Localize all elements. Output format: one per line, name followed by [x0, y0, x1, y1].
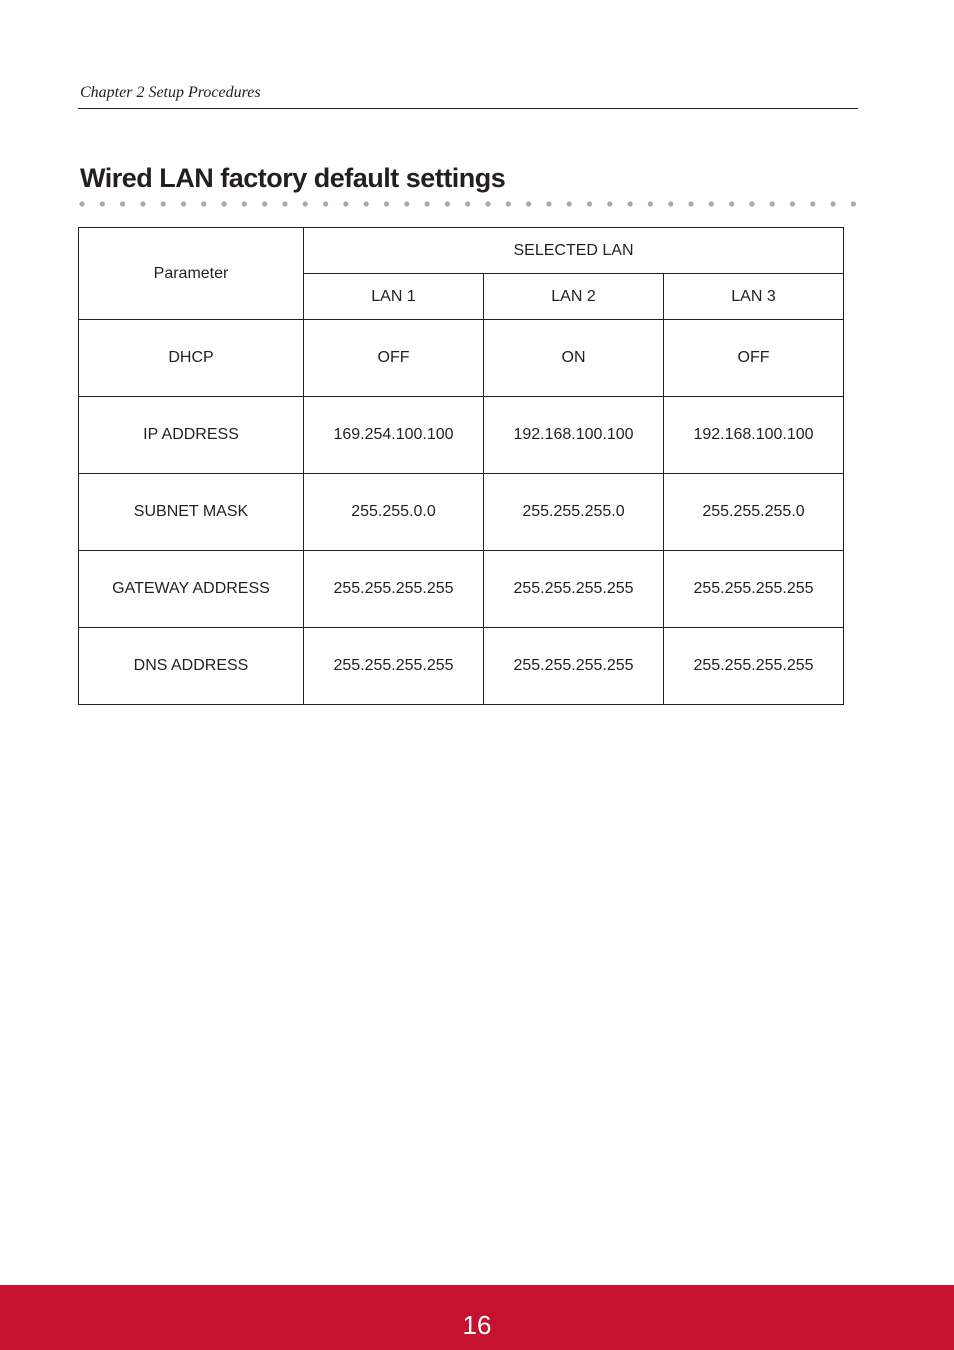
leader-dot	[282, 201, 287, 206]
leader-dot	[364, 201, 369, 206]
leader-dot	[222, 201, 227, 206]
table-row	[79, 474, 844, 551]
selected-lan-header-cell: SELECTED LAN	[304, 228, 844, 274]
leader-dot	[384, 201, 389, 206]
value-cell: 255.255.255.0	[484, 474, 664, 551]
header-rule	[78, 108, 858, 109]
leader-dot	[404, 201, 409, 206]
leader-dot	[79, 201, 84, 206]
leader-dot	[851, 201, 856, 206]
row-label-cell: SUBNET MASK	[79, 474, 304, 551]
leader-dot	[668, 201, 673, 206]
leader-dot	[120, 201, 125, 206]
leader-dot	[323, 201, 328, 206]
leader-dot	[161, 201, 166, 206]
row-label-cell: DHCP	[79, 320, 304, 397]
leader-dot	[628, 201, 633, 206]
row-label-cell: GATEWAY ADDRESS	[79, 551, 304, 628]
leader-dot	[445, 201, 450, 206]
row-label-cell: DNS ADDRESS	[79, 628, 304, 705]
row-label-cell: IP ADDRESS	[79, 397, 304, 474]
leader-dot	[303, 201, 308, 206]
value-cell: 255.255.255.255	[304, 551, 484, 628]
leader-dot	[749, 201, 754, 206]
leader-dot	[831, 201, 836, 206]
leader-dot	[648, 201, 653, 206]
leader-dot	[688, 201, 693, 206]
table-row	[79, 397, 844, 474]
leader-dot	[567, 201, 572, 206]
leader-dot	[242, 201, 247, 206]
leader-dot	[100, 201, 105, 206]
value-cell: 255.255.0.0	[304, 474, 484, 551]
table-header-row	[79, 228, 844, 274]
dot-leader	[79, 200, 859, 208]
value-cell: 255.255.255.255	[664, 551, 844, 628]
leader-dot	[587, 201, 592, 206]
leader-dot	[262, 201, 267, 206]
leader-dot	[343, 201, 348, 206]
leader-dot	[425, 201, 430, 206]
leader-dot	[546, 201, 551, 206]
leader-dot	[770, 201, 775, 206]
running-head: Chapter 2 Setup Procedures	[80, 84, 261, 101]
leader-dot	[506, 201, 511, 206]
leader-dot	[485, 201, 490, 206]
lan-column-header: LAN 1	[304, 274, 484, 320]
lan-column-header: LAN 2	[484, 274, 664, 320]
section-title: Wired LAN factory default settings	[80, 163, 506, 193]
leader-dot	[709, 201, 714, 206]
param-header-cell: Parameter	[79, 228, 304, 320]
leader-dot	[465, 201, 470, 206]
table-row	[79, 628, 844, 705]
value-cell: 255.255.255.0	[664, 474, 844, 551]
leader-dot	[181, 201, 186, 206]
leader-dot	[201, 201, 206, 206]
lan-column-header: LAN 3	[664, 274, 844, 320]
value-cell: 255.255.255.255	[664, 628, 844, 705]
value-cell: 255.255.255.255	[484, 628, 664, 705]
table-row	[79, 551, 844, 628]
value-cell: 192.168.100.100	[664, 397, 844, 474]
leader-dot	[607, 201, 612, 206]
table-row	[79, 320, 844, 397]
leader-dot	[729, 201, 734, 206]
leader-dot	[810, 201, 815, 206]
value-cell: 255.255.255.255	[484, 551, 664, 628]
value-cell: OFF	[664, 320, 844, 397]
lan-settings-table	[78, 227, 844, 705]
leader-dot	[140, 201, 145, 206]
value-cell: 169.254.100.100	[304, 397, 484, 474]
leader-dot	[526, 201, 531, 206]
leader-dot	[790, 201, 795, 206]
value-cell: ON	[484, 320, 664, 397]
value-cell: OFF	[304, 320, 484, 397]
value-cell: 255.255.255.255	[304, 628, 484, 705]
value-cell: 192.168.100.100	[484, 397, 664, 474]
page-number: 16	[462, 1310, 492, 1340]
